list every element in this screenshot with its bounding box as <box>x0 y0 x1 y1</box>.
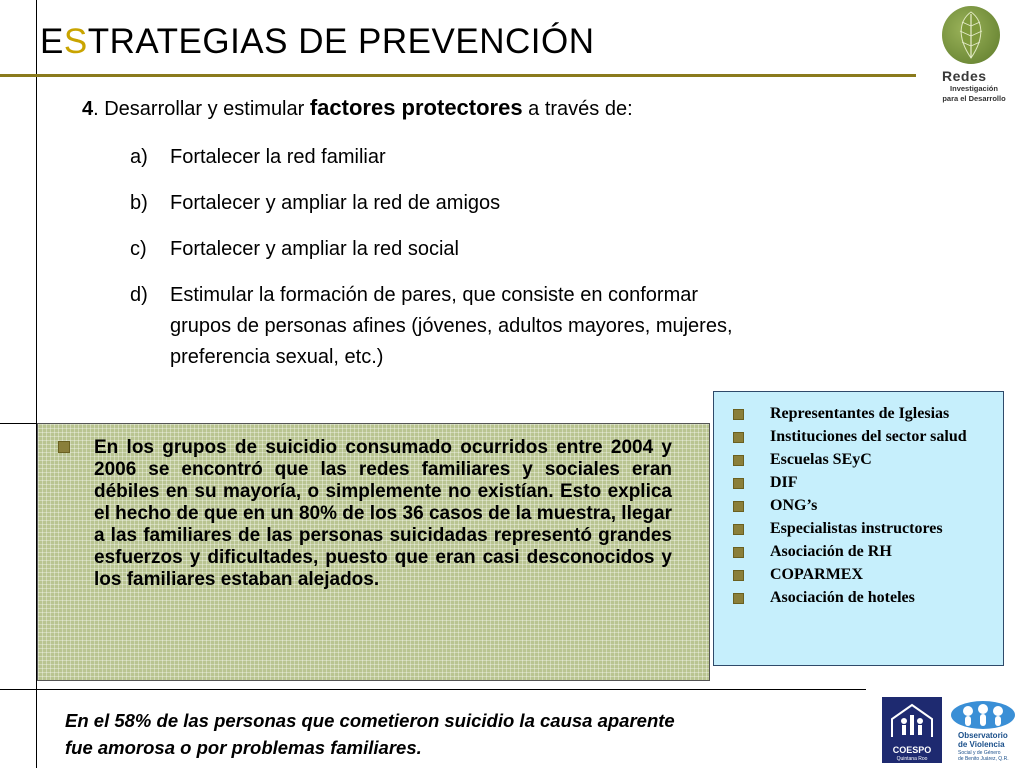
leaf-icon <box>942 6 1000 64</box>
divider-left-mid <box>0 423 37 424</box>
list-item: a) Fortalecer la red familiar <box>130 146 386 168</box>
redes-logo-name: Redes <box>942 68 987 84</box>
bullet-icon <box>733 409 744 420</box>
footer-note: En el 58% de las personas que cometieron suicidio la causa aparente fue amorosa o por problemas familiares. <box>65 710 675 758</box>
list-item: Escuelas SEyC <box>732 451 990 469</box>
list-item: c) Fortalecer y ampliar la red social <box>130 238 459 260</box>
list-item: COPARMEX <box>732 566 990 584</box>
bullet-icon <box>733 570 744 581</box>
list-item: DIF <box>732 474 990 492</box>
intro-line: 4. Desarrollar y estimular factores protectores a través de: <box>82 95 633 120</box>
findings-box <box>37 423 710 681</box>
page-title: ESTRATEGIAS DE PREVENCIÓN <box>40 22 595 61</box>
bullet-icon <box>733 501 744 512</box>
list-item: d) Estimular la formación de pares, que consiste en conformar grupos de personas afines (jóvenes, adultos mayores, mujeres, preferencia sexual, etc.) <box>130 284 733 368</box>
bullet-icon <box>733 455 744 466</box>
observatorio-logo: Observatorio de Violencia Social y de Género de Benito Juárez, Q.R. <box>948 697 1024 767</box>
actors-box <box>713 391 1004 666</box>
list-item: Asociación de RH <box>732 543 990 561</box>
list-item: b) Fortalecer y ampliar la red de amigos <box>130 192 501 214</box>
bullet-icon <box>733 524 744 535</box>
bullet-icon <box>733 432 744 443</box>
figures-icon <box>948 697 1018 731</box>
list-item: Instituciones del sector salud <box>732 428 990 446</box>
bullet-icon <box>58 441 70 453</box>
bullet-icon <box>733 593 744 604</box>
title-underline <box>0 74 916 77</box>
bullet-icon <box>733 478 744 489</box>
actors-list <box>732 405 990 612</box>
list-item: Representantes de Iglesias <box>732 405 990 423</box>
house-icon <box>882 697 942 741</box>
coespo-logo: COESPO Quintana Roo <box>882 697 942 763</box>
redes-logo-subtitle: Investigación para el Desarrollo <box>942 84 1006 103</box>
strategy-list <box>130 142 733 388</box>
bullet-icon <box>733 547 744 558</box>
divider-bottom <box>0 689 866 690</box>
list-item: ONG’s <box>732 497 990 515</box>
redes-logo <box>930 2 1022 114</box>
list-item: Especialistas instructores <box>732 520 990 538</box>
list-item: Asociación de hoteles <box>732 589 990 607</box>
findings-text: En los grupos de suicidio consumado ocurridos entre 2004 y 2006 se encontró que las redes familiares y sociales eran débiles en su mayoría, o simplemente no existían. Esto explica el hecho de que en un 80% de los 36 casos de la muestra, llegar a las familiares de las personas suicidadas representó grandes esfuerzos y dificultades, puesto que eran casi desconocidos y los familiares estaban alejados. <box>94 437 672 590</box>
